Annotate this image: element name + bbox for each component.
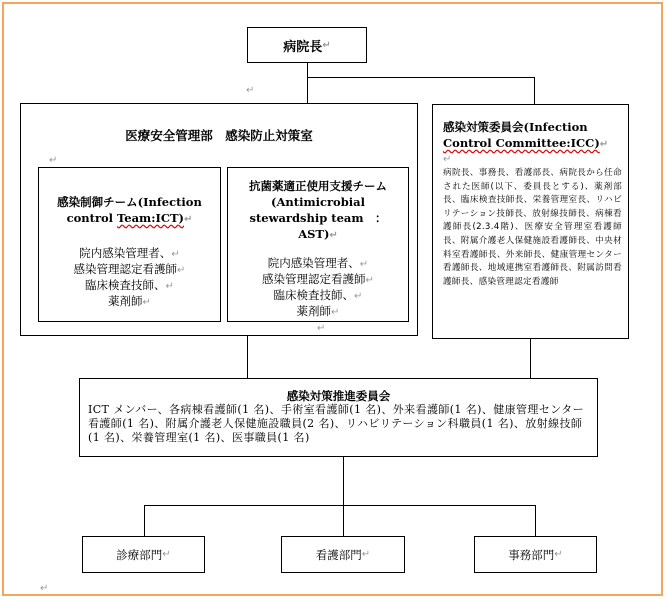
safety-department-title: 医療安全管理部 感染防止対策室 — [125, 128, 313, 143]
dept-label-nursing: 看護部門 — [315, 547, 362, 562]
ict-members: 院内感染管理者、↵ 感染管理認定看護師↵ 臨床検査技師、↵ 薬剤師↵ — [73, 246, 186, 308]
icc-title: 感染対策委員会(Infection Control Committee:ICC)↵ — [443, 120, 609, 150]
promotion-committee-title: 感染対策推進委員会 — [286, 389, 391, 403]
return-mark: ↵ — [443, 154, 452, 165]
connector-to-safety — [307, 77, 308, 103]
promotion-committee-members: ICT メンバー、各病棟看護師(1 名)、手術室看護師(1 名)、外来看護師(1 名)、健康管理センター看護師(1 名)、附属介護老人保健施設職員(2 名)、リハビリテーション科職員(1 名)、放射線技師(1 名)、栄養管理室(1 名)、医事職員(1 名) — [88, 403, 584, 444]
connector-top-vertical — [307, 63, 308, 78]
hospital-director-label: 病院長 — [283, 39, 323, 55]
connector-safety-to-promo — [247, 336, 248, 378]
list-item: 院内感染管理者、 — [267, 256, 360, 270]
return-mark: ↵ — [246, 85, 255, 96]
return-mark: ↵ — [322, 39, 331, 51]
dept-box-nursing: 看護部門 ↵ — [281, 536, 405, 573]
dept-box-medical: 診療部門 ↵ — [82, 536, 205, 573]
connector-to-dept-2 — [343, 505, 344, 536]
ict-box — [38, 167, 221, 322]
connector-to-dept-3 — [535, 505, 536, 536]
connector-to-dept-1 — [144, 505, 145, 536]
return-mark: ↵ — [40, 583, 49, 594]
dept-box-admin: 事務部門 ↵ — [474, 536, 597, 573]
dept-label-admin: 事務部門 — [508, 547, 555, 562]
list-item: 感染管理認定看護師 — [73, 262, 178, 276]
icc-members: 病院長、事務長、看護部長、病院長から任命された医師(以下、委員長とする)、薬剤部長、臨床検査技師長、栄養管理室長、リハビリテーション技師長、放射線技師長、病棟看護師長(2.3.4階)、医療安全管理室看護師長、附属介護老人保健施設看護師長、中央材料室看護師長、外来師長、健康管理センター看護師長、地域連携室看護師長、附属訪問看護師長、感染管理認定看護師 — [443, 168, 622, 287]
promotion-committee-box — [79, 378, 598, 457]
ast-members: 院内感染管理者、↵ 感染管理認定看護師↵ 臨床検査技師、↵ 薬剤師↵ — [262, 256, 374, 318]
ast-box — [227, 167, 409, 322]
list-item: 薬剤師 — [296, 304, 332, 318]
return-mark: ↵ — [317, 323, 326, 334]
list-item: 院内感染管理者、 — [79, 246, 172, 260]
icc-box — [432, 104, 629, 339]
list-item: 感染管理認定看護師 — [262, 272, 366, 286]
connector-depts-horizontal — [144, 505, 536, 506]
dept-label-medical: 診療部門 — [116, 547, 163, 562]
hospital-director-box — [247, 27, 367, 63]
return-mark: ↵ — [49, 155, 58, 166]
list-item: 臨床検査技師、 — [273, 288, 355, 302]
connector-top-horizontal — [307, 77, 535, 78]
list-item: 臨床検査技師、 — [85, 278, 166, 292]
ict-title: 感染制御チーム(Infection control Team:ICT)↵ — [57, 195, 202, 225]
connector-promo-down — [343, 457, 344, 505]
list-item: 薬剤師 — [108, 294, 143, 308]
connector-icc-to-promo — [530, 339, 531, 378]
connector-to-icc — [534, 77, 535, 104]
ast-title: 抗菌薬適正使用支援チーム (Antimicrobial stewardship team ： AST)↵ — [249, 179, 387, 241]
